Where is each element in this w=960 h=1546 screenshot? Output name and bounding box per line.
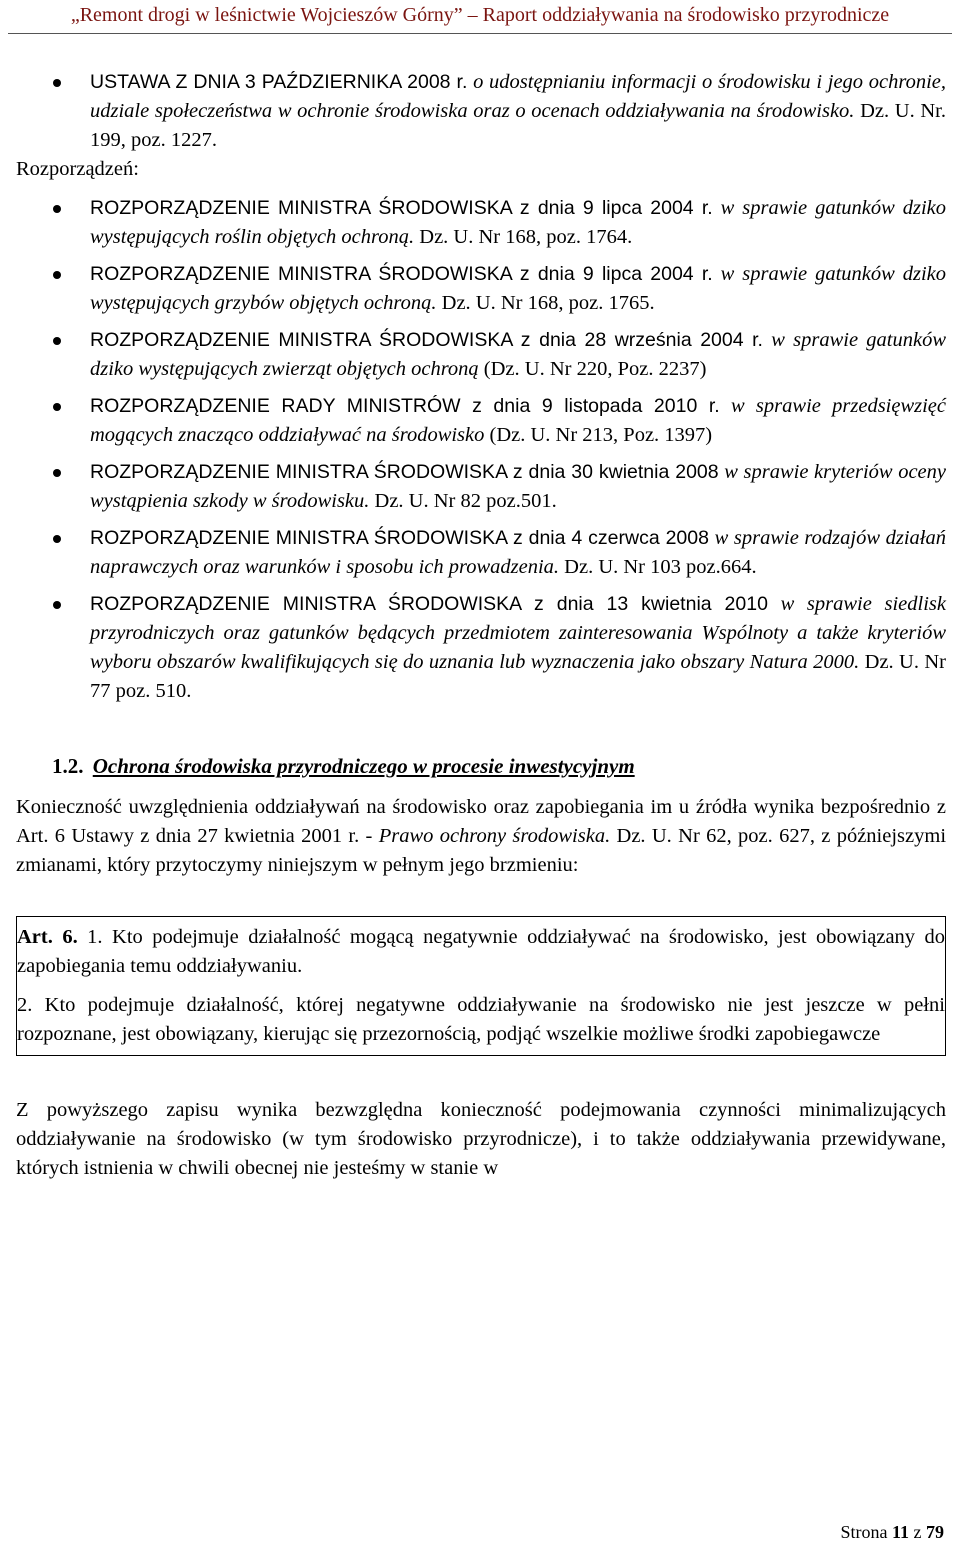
page-header bbox=[0, 0, 960, 34]
regulation-title: w sprawie gatunków dziko występujących grzybów objętych ochroną. bbox=[90, 263, 946, 314]
closing-paragraph: Z powyższego zapisu wynika bezwzględna konieczność podejmowania czynności minimalizujących oddziaływanie na środowisko (w tym środowisko przyrodnicze), i to także oddziaływania przewidywane, których istnienia w chwili obecnej nie jesteśmy w stanie w bbox=[16, 1099, 946, 1179]
page-number bbox=[840, 1522, 944, 1543]
list-item bbox=[16, 326, 946, 384]
intro-text-continued: Dz. U. Nr 62, poz. 627, z późniejszymi zmianami, który przytoczymy niniejszym w pełnym jego brzmieniu: bbox=[16, 825, 947, 876]
regulation-reference: Dz. U. Nr 168, poz. 1764. bbox=[419, 226, 633, 248]
intro-paragraph bbox=[16, 793, 946, 880]
article-paragraph-1 bbox=[17, 923, 945, 981]
article-text-1: 1. Kto podejmuje działalność mogącą negatywnie oddziaływać na środowisko, jest obowiązany do zapobiegania temu oddziaływaniu. bbox=[17, 926, 946, 977]
regulation-title: w sprawie kryteriów oceny wystąpienia szkody w środowisku. bbox=[90, 461, 946, 512]
article-text-2: 2. Kto podejmuje działalność, której negatywne oddziaływanie na środowisko nie jest jeszcze w pełni rozpoznane, jest obowiązany, kierując się przezornością, podjąć wszelkie możliwe środki zapobiegawcze bbox=[17, 994, 945, 1045]
regulation-reference: Dz. U. Nr 168, poz. 1765. bbox=[441, 292, 655, 314]
regulation-title: w sprawie gatunków dziko występujących roślin objętych ochroną. bbox=[90, 197, 946, 248]
regulation-name: ROZPORZĄDZENIE MINISTRA ŚRODOWISKA z dnia 9 lipca 2004 r. bbox=[90, 197, 713, 219]
regulation-reference: Dz. U. Nr 103 poz.664. bbox=[564, 556, 757, 578]
regulation-title: w sprawie rodzajów działań naprawczych oraz warunków i sposobu ich prowadzenia. bbox=[90, 527, 946, 578]
regulation-name: ROZPORZĄDZENIE MINISTRA ŚRODOWISKA z dnia 4 czerwca 2008 bbox=[90, 527, 709, 549]
regulation-list bbox=[16, 194, 946, 706]
article-paragraph-2 bbox=[17, 991, 945, 1049]
intro-act-title: Prawo ochrony środowiska. bbox=[378, 825, 611, 847]
article-label: Art. 6. bbox=[17, 926, 78, 948]
article-quote-box bbox=[16, 916, 946, 1056]
regulation-name: ROZPORZĄDZENIE MINISTRA ŚRODOWISKA z dnia 13 kwietnia 2010 bbox=[90, 593, 768, 615]
regulation-title: w sprawie gatunków dziko występujących zwierząt objętych ochroną bbox=[90, 329, 947, 380]
regulation-reference: (Dz. U. Nr 220, Poz. 2237) bbox=[483, 358, 707, 380]
section-number: 1.2. bbox=[52, 754, 84, 778]
section-heading bbox=[52, 752, 946, 781]
act-name: USTAWA Z DNIA 3 PAŹDZIERNIKA 2008 r. bbox=[90, 71, 468, 93]
list-item bbox=[16, 458, 946, 516]
regulation-name: ROZPORZĄDZENIE RADY MINISTRÓW z dnia 9 listopada 2010 r. bbox=[90, 395, 720, 417]
list-item bbox=[16, 590, 946, 706]
list-item bbox=[16, 524, 946, 582]
act-list bbox=[16, 68, 946, 155]
list-item bbox=[16, 68, 946, 155]
list-item bbox=[16, 392, 946, 450]
regulation-title: w sprawie przedsięwzięć mogących znacząco oddziaływać na środowisko bbox=[90, 395, 947, 446]
regulation-title: w sprawie siedlisk przyrodniczych oraz gatunków będących przedmiotem zainteresowania Wspólnoty a także kryteriów wyboru obszarów kwalifikujących się do uznania lub wyznaczenia jako obszary Natura 2000. bbox=[90, 593, 946, 673]
current-page: 11 bbox=[891, 1522, 909, 1542]
total-pages: 79 bbox=[926, 1522, 944, 1542]
regulation-name: ROZPORZĄDZENIE MINISTRA ŚRODOWISKA z dnia 9 lipca 2004 r. bbox=[90, 263, 713, 285]
list-item bbox=[16, 260, 946, 318]
section-title: Ochrona środowiska przyrodniczego w procesie inwestycyjnym bbox=[92, 754, 635, 778]
intro-text: Konieczność uwzględnienia oddziaływań na środowisko oraz zapobiegania im u źródła wynika bezpośrednio z Art. 6 Ustawy z dnia 27 kwietnia 2001 r. - bbox=[16, 796, 946, 847]
act-reference: Dz. U. Nr. 199, poz. 1227. bbox=[90, 100, 947, 151]
list-item bbox=[16, 194, 946, 252]
regulation-name: ROZPORZĄDZENIE MINISTRA ŚRODOWISKA z dnia 30 kwietnia 2008 bbox=[90, 461, 719, 483]
regulation-name: ROZPORZĄDZENIE MINISTRA ŚRODOWISKA z dnia 28 września 2004 r. bbox=[90, 329, 763, 351]
regulations-label: Rozporządzeń: bbox=[16, 158, 139, 180]
page-content bbox=[16, 68, 946, 1204]
page-label: Strona bbox=[840, 1522, 888, 1542]
header-title: „Remont drogi w leśnictwie Wojcieszów Górny” – Raport oddziaływania na środowisko przyrodnicze bbox=[70, 4, 890, 26]
regulation-reference: Dz. U. Nr 77 poz. 510. bbox=[90, 651, 946, 702]
act-title: o udostępnianiu informacji o środowisku i jego ochronie, udziale społeczeństwa w ochronie środowiska oraz o ocenach oddziaływania na środowisko. bbox=[90, 71, 947, 122]
header-divider bbox=[8, 33, 952, 34]
regulation-reference: Dz. U. Nr 82 poz.501. bbox=[374, 490, 557, 512]
regulation-reference: (Dz. U. Nr 213, Poz. 1397) bbox=[489, 424, 713, 446]
page-of: z bbox=[913, 1522, 922, 1542]
